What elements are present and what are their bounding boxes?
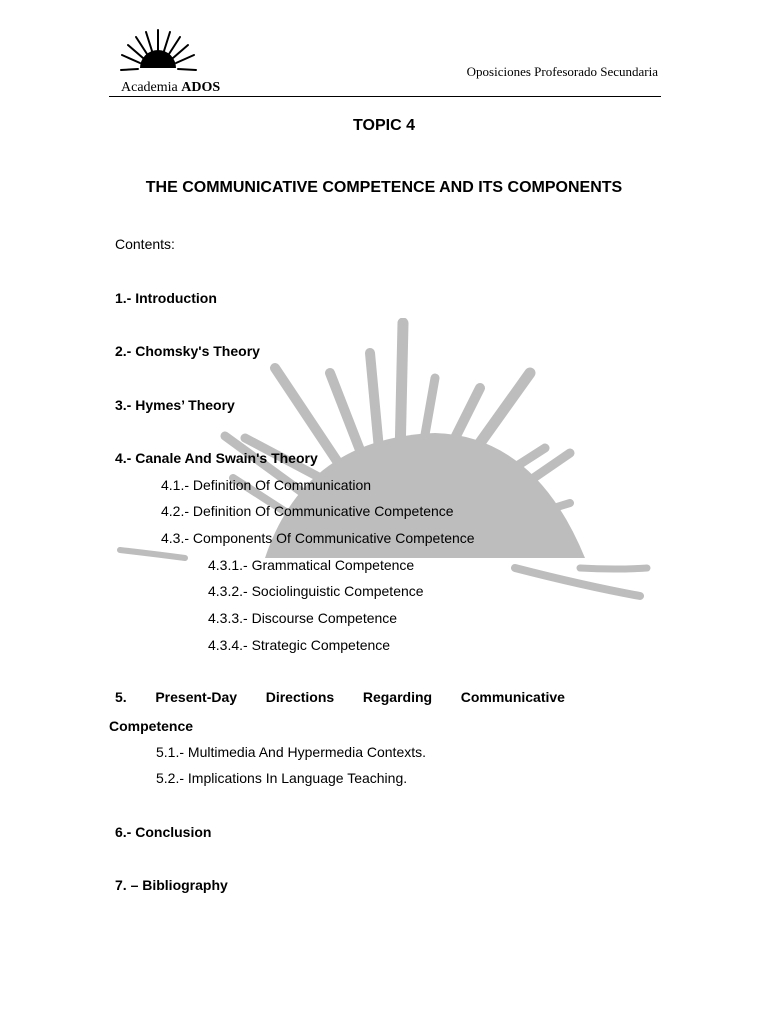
header-subtitle: Oposiciones Profesorado Secundaria <box>466 64 658 79</box>
contents-label: Contents: <box>115 236 175 252</box>
topic-title: TOPIC 4 <box>353 117 415 134</box>
toc-item-4-3-1: 4.3.1.- Grammatical Competence <box>208 557 415 573</box>
toc-item-4-2: 4.2.- Definition Of Communicative Competence <box>161 503 454 519</box>
toc-item-hymes: 3.- Hymes’ Theory <box>115 397 235 413</box>
toc-item-present-day: 5. Present-Day Directions Regarding Communicative <box>115 689 565 705</box>
toc-item-4-1: 4.1.- Definition Of Communication <box>161 477 372 493</box>
header-divider <box>109 96 661 97</box>
toc-item-5-1: 5.1.- Multimedia And Hypermedia Contexts. <box>156 744 427 760</box>
toc-item-5-2: 5.2.- Implications In Language Teaching. <box>156 770 408 786</box>
toc-item-present-day-cont: Competence <box>109 718 194 734</box>
toc-item-4-3-4: 4.3.4.- Strategic Competence <box>208 637 391 653</box>
toc-item-4-3-2: 4.3.2.- Sociolinguistic Competence <box>208 583 424 599</box>
academia-ados-logo-icon <box>118 28 198 74</box>
brand-name: Academia ADOS <box>121 80 221 95</box>
toc-item-chomsky: 2.- Chomsky's Theory <box>115 343 260 359</box>
toc-item-canale-swain: 4.- Canale And Swain's Theory <box>115 450 318 466</box>
toc-item-4-3-3: 4.3.3.- Discourse Competence <box>208 610 398 626</box>
main-title: THE COMMUNICATIVE COMPETENCE AND ITS COMPONENTS <box>145 179 623 196</box>
toc-item-conclusion: 6.- Conclusion <box>115 824 212 840</box>
toc-item-introduction: 1.- Introduction <box>115 290 217 306</box>
toc-item-bibliography: 7. – Bibliography <box>115 877 228 893</box>
toc-item-4-3: 4.3.- Components Of Communicative Competence <box>161 530 475 546</box>
